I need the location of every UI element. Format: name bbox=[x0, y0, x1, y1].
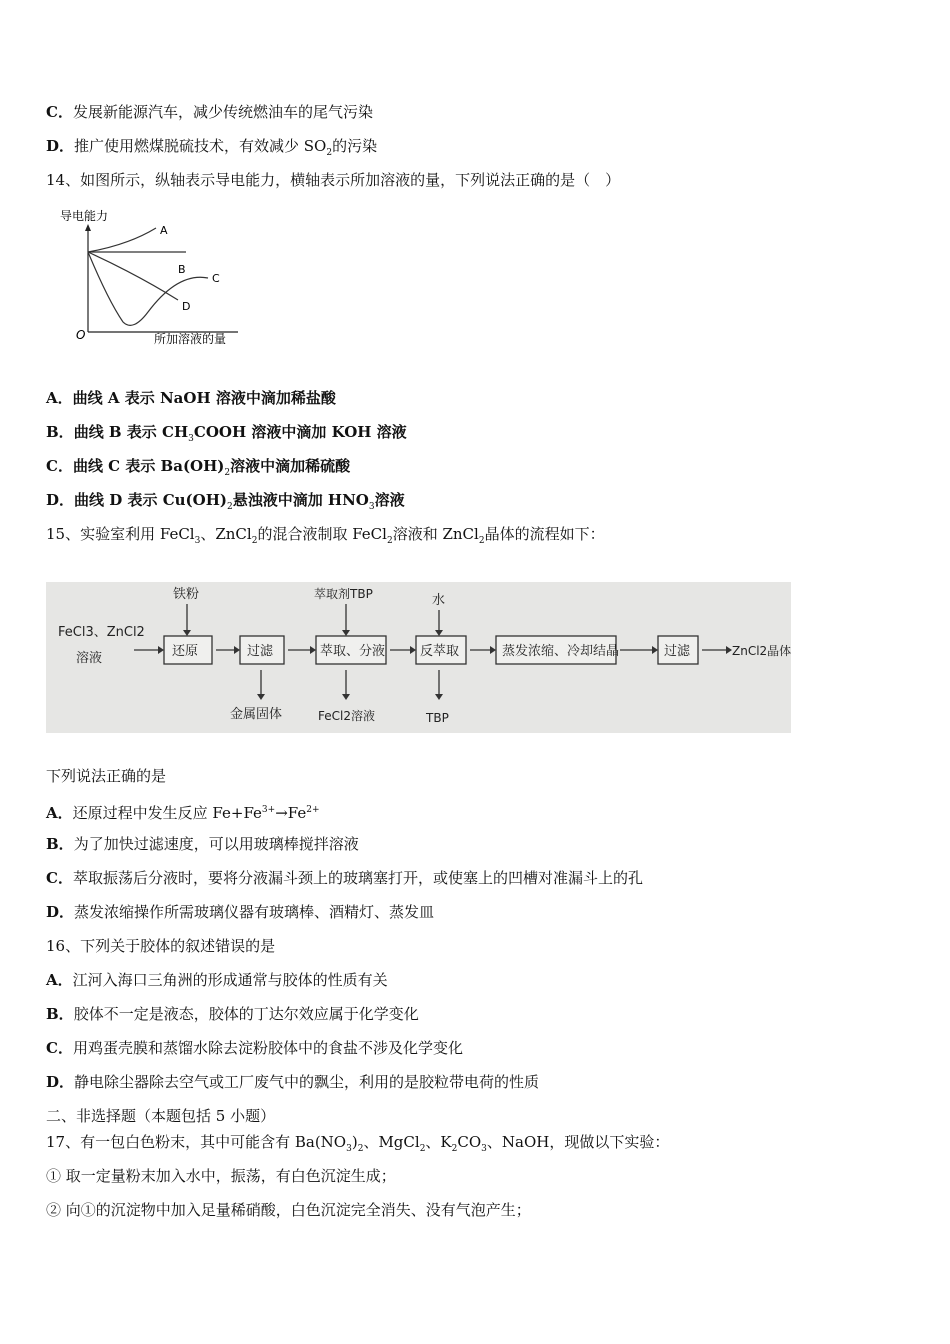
q16-stem: 16、下列关于胶体的叙述错误的是 bbox=[46, 937, 276, 955]
q14-option-b: B．曲线 B 表示 $CH_3COOH$ 溶液中滴加 KOH 溶液 bbox=[46, 423, 407, 444]
q15-option-b: B．为了加快过滤速度，可以用玻璃棒搅拌溶液 bbox=[46, 835, 359, 853]
curve-d-label: D bbox=[182, 300, 191, 313]
curve-b-label: B bbox=[178, 263, 186, 276]
q15-option-c: C．萃取振荡后分液时，要将分液漏斗颈上的玻璃塞打开，或使塞上的凹槽对准漏斗上的孔 bbox=[46, 869, 643, 887]
flow-output-tbp: TBP bbox=[426, 711, 449, 725]
flow-step1: 还原 bbox=[172, 644, 199, 659]
curve-c bbox=[88, 252, 208, 325]
process-flowchart bbox=[46, 582, 791, 733]
q13-option-c: C．发展新能源汽车，减少传统燃油车的尾气污染 bbox=[46, 103, 373, 121]
flow-input-line1: FeCl3、ZnCl2 bbox=[58, 625, 145, 640]
curve-a-label: A bbox=[160, 224, 168, 237]
flow-reagent-tbp: 萃取剂TBP bbox=[314, 587, 373, 601]
q15-prompt: 下列说法正确的是 bbox=[46, 767, 167, 785]
graph-y-label: 导电能力 bbox=[60, 209, 109, 223]
q16-option-a: A．江河入海口三角洲的形成通常与胶体的性质有关 bbox=[46, 971, 388, 989]
flow-step6: 过滤 bbox=[664, 644, 691, 659]
curve-c-label: C bbox=[212, 272, 220, 285]
flow-product: ZnCl2晶体 bbox=[732, 644, 791, 658]
curve-a bbox=[88, 228, 156, 252]
q14-option-a: A．曲线 A 表示 NaOH 溶液中滴加稀盐酸 bbox=[46, 389, 336, 407]
flow-step4: 反萃取 bbox=[420, 644, 460, 659]
flow-output-fecl2: FeCl2溶液 bbox=[318, 709, 375, 723]
q14-option-d: D．曲线 D 表示 $Cu(OH)_2$悬浊液中滴加 $HNO_3$溶液 bbox=[46, 491, 405, 512]
q17-step-2: ② 向①的沉淀物中加入足量稀硝酸，白色沉淀完全消失、没有气泡产生； bbox=[46, 1201, 531, 1219]
q14-stem: 14、如图所示，纵轴表示导电能力，横轴表示所加溶液的量，下列说法正确的是（ ） bbox=[46, 171, 621, 189]
q15-option-a: A．还原过程中发生反应 $Fe+Fe^{3+}\to Fe^{2+}$ bbox=[46, 804, 320, 822]
flow-step3: 萃取、分液 bbox=[320, 644, 386, 659]
q13-option-d: D．推广使用燃煤脱硫技术，有效减少 $SO_2$的污染 bbox=[46, 137, 378, 158]
graph-origin: O bbox=[76, 328, 86, 342]
flow-step2: 过滤 bbox=[247, 644, 274, 659]
q16-option-d: D．静电除尘器除去空气或工厂废气中的飘尘，利用的是胶粒带电荷的性质 bbox=[46, 1073, 540, 1091]
section-2-heading: 二、非选择题（本题包括 5 小题） bbox=[46, 1107, 276, 1125]
q16-option-b: B．胶体不一定是液态，胶体的丁达尔效应属于化学变化 bbox=[46, 1005, 419, 1023]
q17-step-1: ① 取一定量粉末加入水中，振荡，有白色沉淀生成； bbox=[46, 1167, 396, 1185]
q17-stem: 17、有一包白色粉末，其中可能含有 $Ba(NO_3)_2$、MgCl$_2$、$K_2CO_3$、NaOH，现做以下实验： bbox=[46, 1133, 670, 1154]
flow-reagent-iron: 铁粉 bbox=[173, 587, 200, 602]
q16-option-c: C．用鸡蛋壳膜和蒸馏水除去淀粉胶体中的食盐不涉及化学变化 bbox=[46, 1039, 463, 1057]
flow-output-metal: 金属固体 bbox=[230, 707, 283, 722]
flow-step5: 蒸发浓缩、冷却结晶 bbox=[502, 644, 620, 659]
q15-stem: 15、实验室利用 FeCl$_3$、ZnCl$_2$的混合液制取 FeCl$_2$溶液和 ZnCl$_2$晶体的流程如下： bbox=[46, 525, 605, 546]
conductivity-graph bbox=[48, 200, 248, 350]
graph-x-label: 所加溶液的量 bbox=[154, 332, 227, 346]
q15-option-d: D．蒸发浓缩操作所需玻璃仪器有玻璃棒、酒精灯、蒸发皿 bbox=[46, 903, 435, 921]
flow-reagent-water: 水 bbox=[432, 593, 446, 608]
flow-input-line2: 溶液 bbox=[76, 651, 103, 666]
q14-option-c: C．曲线 C 表示 $Ba(OH)_2$溶液中滴加稀硫酸 bbox=[46, 457, 351, 478]
